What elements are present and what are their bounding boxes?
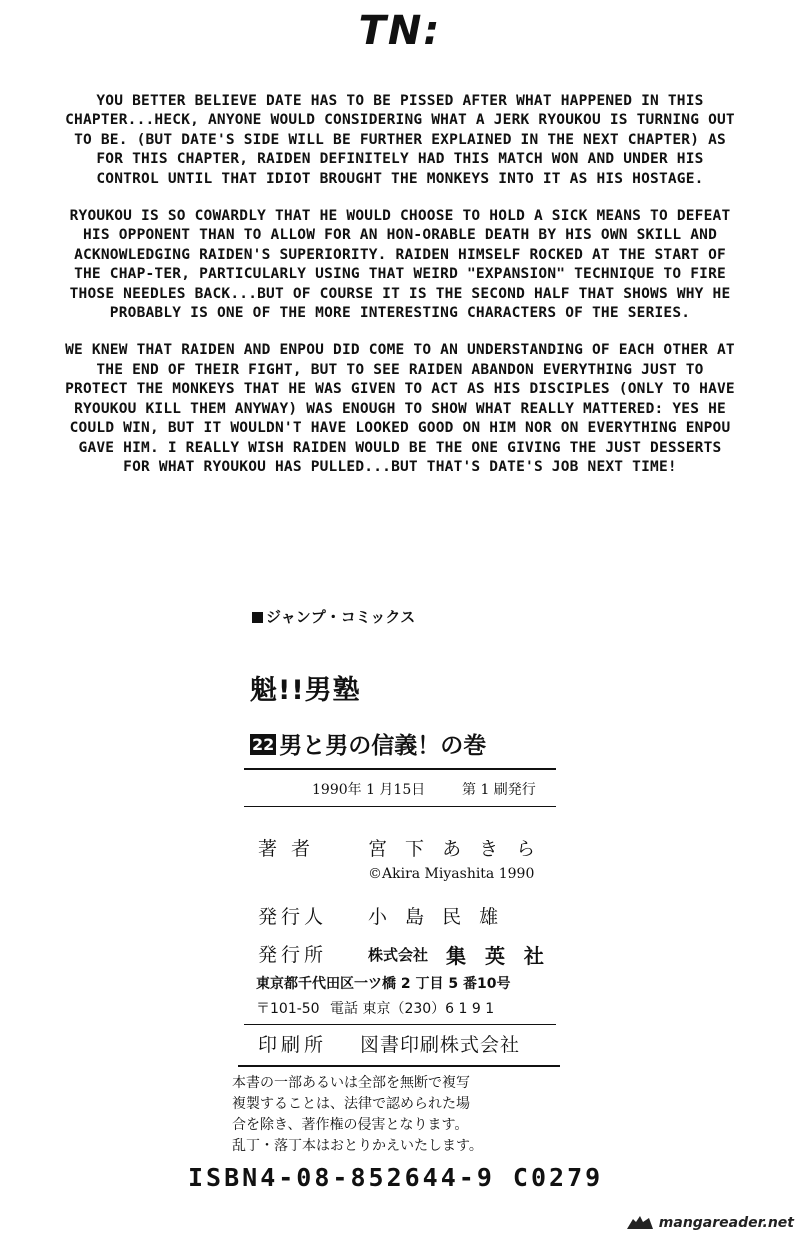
copyright: ©Akira Miyashita 1990 xyxy=(368,866,535,882)
divider xyxy=(244,768,556,770)
edition: 第 1 刷発行 xyxy=(462,782,536,798)
series-title: 魁!!男塾 xyxy=(250,675,361,706)
postal-code: 〒101-50 xyxy=(256,1001,320,1017)
divider xyxy=(238,1065,560,1067)
tn-title: TN: xyxy=(358,8,442,54)
notice-line: 乱丁・落丁本はおとりかえいたします。 xyxy=(232,1138,483,1154)
volume-title-row xyxy=(250,727,486,760)
printer-label: 印刷所 xyxy=(258,1034,328,1056)
notice-line: 複製することは、法律で認められた場 xyxy=(232,1096,470,1112)
publisher-person-label: 発行人 xyxy=(258,906,328,928)
publisher-address: 東京都千代田区一ツ橋 2 丁目 5 番10号 xyxy=(256,976,511,992)
phone: 電話 東京（230）6 1 9 1 xyxy=(330,1001,495,1017)
wolf-logo-icon xyxy=(625,1213,655,1233)
watermark: mangareader.net xyxy=(625,1213,794,1233)
publication-date: 1990年 1 月15日 xyxy=(312,782,426,798)
author-name: 宮 下 あ き ら xyxy=(368,838,542,860)
tn-paragraph: YOU BETTER BELIEVE DATE HAS TO BE PISSED AFTER WHAT HAPPENED IN THIS CHAPTER...HECK, ANYONE WOULD CONSIDERING WHAT A JERK RYOUKOU IS TURNING OUT TO BE. (BUT DATE'S SIDE WILL BE FURTHER EXPLAINED IN THE NEXT CHAPTER) AS FOR THIS CHAPTER, RAIDEN DEFINITELY HAD THIS MATCH WON AND UNDER HIS CONTROL UNTIL THAT IDIOT BROUGHT THE MONKEYS INTO IT AS HIS HOSTAGE. xyxy=(65,93,735,187)
notice-line: 本書の一部あるいは全部を無断で複写 xyxy=(232,1075,470,1091)
imprint-label: ジャンプ・コミックス xyxy=(252,606,415,627)
publisher-person: 小 島 民 雄 xyxy=(368,906,505,928)
publisher-prefix: 株式会社 xyxy=(368,946,429,964)
volume-number-badge: 22 xyxy=(252,735,275,754)
publisher-label: 発行所 xyxy=(258,944,328,966)
publisher-name: 集 英 社 xyxy=(446,944,550,968)
printer-name: 図書印刷株式会社 xyxy=(360,1034,521,1056)
copy-notice xyxy=(232,1073,562,1157)
divider xyxy=(244,806,556,807)
tn-paragraph: RYOUKOU IS SO COWARDLY THAT HE WOULD CHOOSE TO HOLD A SICK MEANS TO DEFEAT HIS OPPONENT THAN TO ALLOW FOR AN HON-ORABLE DEATH BY HIS OWN SKILL AND ACKNOWLEDGING RAIDEN'S SUPERIORITY. RAIDEN HIMSELF ROCKED AT THE START OF THE CHAP-TER, PARTICULARLY USING THAT WEIRD "EXPANSION" TECHNIQUE TO FIRE THOSE NEEDLES BACK...BUT OF COURSE IT IS THE SECOND HALF THAT SHOWS WHY HE PROBABLY IS ONE OF THE MORE INTERESTING CHARACTERS OF THE SERIES. xyxy=(69,208,731,322)
square-bullet-icon xyxy=(252,612,263,623)
isbn: ISBN4-08-852644-9 C0279 xyxy=(188,1163,604,1192)
notice-line: 合を除き、著作権の侵害となります。 xyxy=(232,1117,469,1133)
tn-paragraph: WE KNEW THAT RAIDEN AND ENPOU DID COME TO AN UNDERSTANDING OF EACH OTHER AT THE END OF THEIR FIGHT, BUT TO SEE RAIDEN ABANDON EVERYTHING JUST TO PROTECT THE MONKEYS THAT HE WAS GIVEN TO ACT AS HIS DISCIPLES (ONLY TO HAVE RYOUKOU KILL THEM ANYWAY) WAS ENOUGH TO SHOW WHAT REALLY MATTERED: YES HE COULD WIN, BUT IT WOULDN'T HAVE LOOKED GOOD ON HIM NOR ON EVERYTHING ENPOU GAVE HIM. I REALLY WISH RAIDEN WOULD BE THE ONE GIVING THE JUST DESSERTS FOR WHAT RYOUKOU HAS PULLED...BUT THAT'S DATE'S JOB NEXT TIME! xyxy=(65,342,735,475)
volume-title: 男と男の信義！の巻 xyxy=(279,733,487,759)
divider xyxy=(244,1024,556,1025)
author-label: 著 者 xyxy=(258,838,315,860)
